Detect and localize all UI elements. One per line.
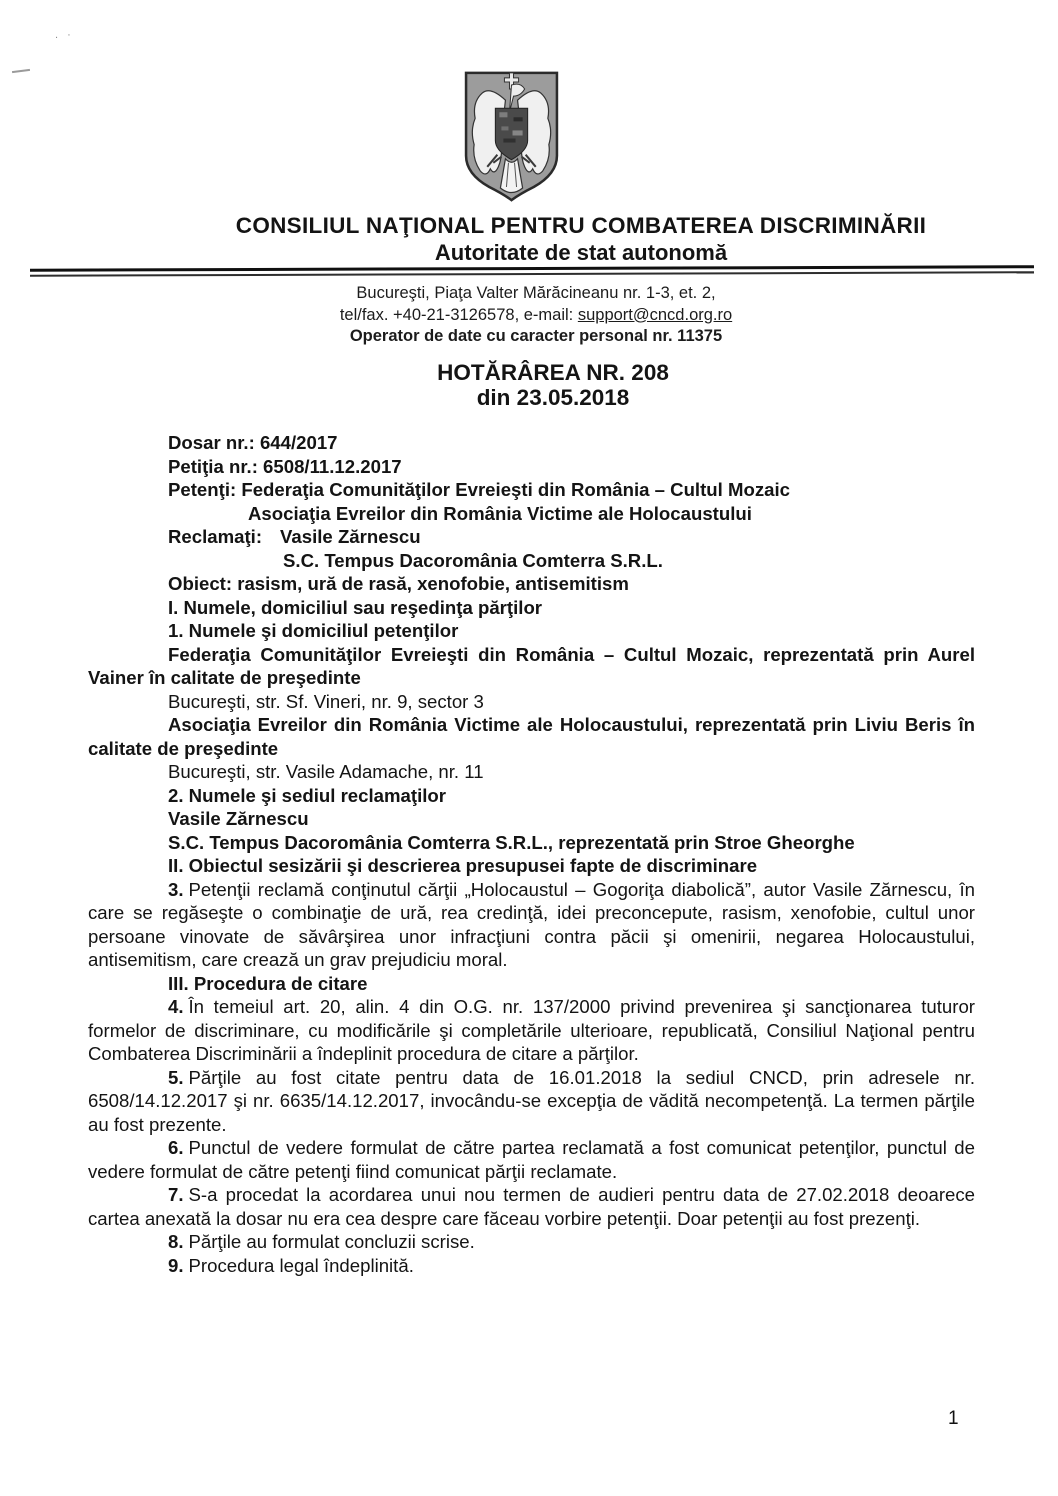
paragraph-number: 5. <box>168 1066 184 1088</box>
petitioners-line-1: Petenţi: Federaţia Comunităţilor Evreieşti din România – Cultul Mozaic <box>168 479 790 500</box>
address-line-1: Bucureşti, Piaţa Valter Mărăcineanu nr. 1-3, et. 2, <box>356 284 716 302</box>
defendants-line-2: S.C. Tempus Dacoromânia Comterra S.R.L. <box>283 549 663 571</box>
paragraph-3: 3. Petenţii reclamă conţinutul cărţii „Holocaustul – Gogoriţa diabolică”, autor Vasile Zărnescu, în care se regăseşte o combinaţie de ură, rea credinţă, idei preconcepute, rasism, xenofobie, cultul unor persoane vinovate de săvârşirea unor infracţiuni contra păcii şi omenirii, negarea Holocaustului, antisemitism, care crează un grav prejudiciu moral. <box>88 878 975 970</box>
address-line-2: tel/fax. +40-21-3126578, e-mail: support@cncd.org.ro <box>339 305 733 324</box>
scan-artifact <box>12 69 30 73</box>
paragraph-number: 4. <box>168 996 184 1017</box>
petitioner-1: Federaţia Comunităţilor Evreieşti din România – Cultul Mozaic, reprezentată prin Aurel Vainer în calitate de preşedinte <box>88 643 975 688</box>
dosar-number: Dosar nr.: 644/2017 <box>168 432 338 453</box>
section-1-sub-1: 1. Numele şi domiciliul petenţilor <box>168 620 459 641</box>
petitioner-1-address: Bucureşti, str. Sf. Vineri, nr. 9, sector 3 <box>168 690 484 712</box>
case-block <box>88 431 975 596</box>
section-3-heading: III. Procedura de citare <box>168 972 368 994</box>
email-address: support@cncd.org.ro <box>577 305 733 324</box>
paragraph-number: 7. <box>168 1184 184 1205</box>
paragraph-5: 5. Părţile au fost citate pentru data de 16.01.2018 la sediul CNCD, prin adresele nr. 6508/14.12.2017 şi nr. 6635/14.12.2017, invocându-se excepţia de vădită necompetenţă. La termen părţile au fost prezente. <box>88 1066 975 1135</box>
scan-artifact: . · <box>55 29 74 41</box>
paragraph-number: 6. <box>168 1137 184 1158</box>
decision-title <box>24 360 1058 410</box>
paragraph-7: 7. S-a procedat la acordarea unui nou termen de audieri pentru data de 27.02.2018 deoarece cartea anexată la dosar nu era cea despre care făceau vorbire petenţii. Doar petenţii au fost prezenţi. <box>88 1184 975 1229</box>
romania-coat-of-arms <box>461 68 562 205</box>
paragraph-number: 8. <box>168 1231 184 1252</box>
defendant-2-name: S.C. Tempus Dacoromânia Comterra S.R.L., reprezentată prin Stroe Gheorghe <box>168 831 855 853</box>
paragraph-number: 3. <box>168 878 184 900</box>
section-1-sub-2: 2. Numele şi sediul reclamaţilor <box>168 784 446 806</box>
org-name: CONSILIUL NAŢIONAL PENTRU COMBATEREA DISCRIMINĂRII <box>235 213 927 238</box>
section-1-heading: I. Numele, domiciliul sau reşedinţa părţilor <box>168 596 543 618</box>
org-address-block <box>7 283 1058 348</box>
paragraph-4: 4. În temeiul art. 20, alin. 4 din O.G. nr. 137/2000 privind prevenirea şi sancţionarea tuturor formelor de discriminare, cu modificările şi completările ulterioare, republicată, Consiliul Naţional pentru Combaterea Discriminării a îndeplinit procedura de citare a părţilor. <box>88 996 975 1064</box>
address-line-3: Operator de date cu caracter personal nr. 11375 <box>349 327 723 345</box>
header-divider <box>30 265 1034 277</box>
paragraph-6: 6. Punctul de vedere formulat de către partea reclamată a fost comunicat petenţilor, punctul de vedere formulat de către petenţi fiind comunicat părţii reclamate. <box>88 1137 975 1182</box>
defendants-line-1: Reclamaţi: Vasile Zărnescu <box>168 526 421 547</box>
paragraph-number: 9. <box>168 1254 184 1276</box>
petitioner-2: Asociaţia Evreilor din România Victime ale Holocaustului, reprezentată prin Liviu Beris în calitate de preşedinte <box>88 714 975 759</box>
petitioners-line-2: Asociaţia Evreilor din România Victime ale Holocaustului <box>248 502 752 524</box>
document-body <box>88 431 975 1277</box>
org-subtitle: Autoritate de stat autonomă <box>434 240 728 265</box>
paragraph-9: 9. Procedura legal îndeplinită. <box>168 1254 414 1276</box>
decision-date: din 23.05.2018 <box>476 385 630 410</box>
paragraph-8: 8. Părţile au formulat concluzii scrise. <box>168 1231 475 1252</box>
page-number: 1 <box>948 1408 959 1429</box>
petition-number: Petiţia nr.: 6508/11.12.2017 <box>168 455 402 477</box>
decision-number: HOTĂRÂREA NR. 208 <box>437 360 669 385</box>
case-object: Obiect: rasism, ură de rasă, xenofobie, antisemitism <box>168 573 629 594</box>
petitioner-2-address: Bucureşti, str. Vasile Adamache, nr. 11 <box>168 761 484 782</box>
defendant-1-name: Vasile Zărnescu <box>168 808 309 829</box>
section-2-heading: II. Obiectul sesizării şi descrierea presupusei fapte de discriminare <box>168 855 758 876</box>
